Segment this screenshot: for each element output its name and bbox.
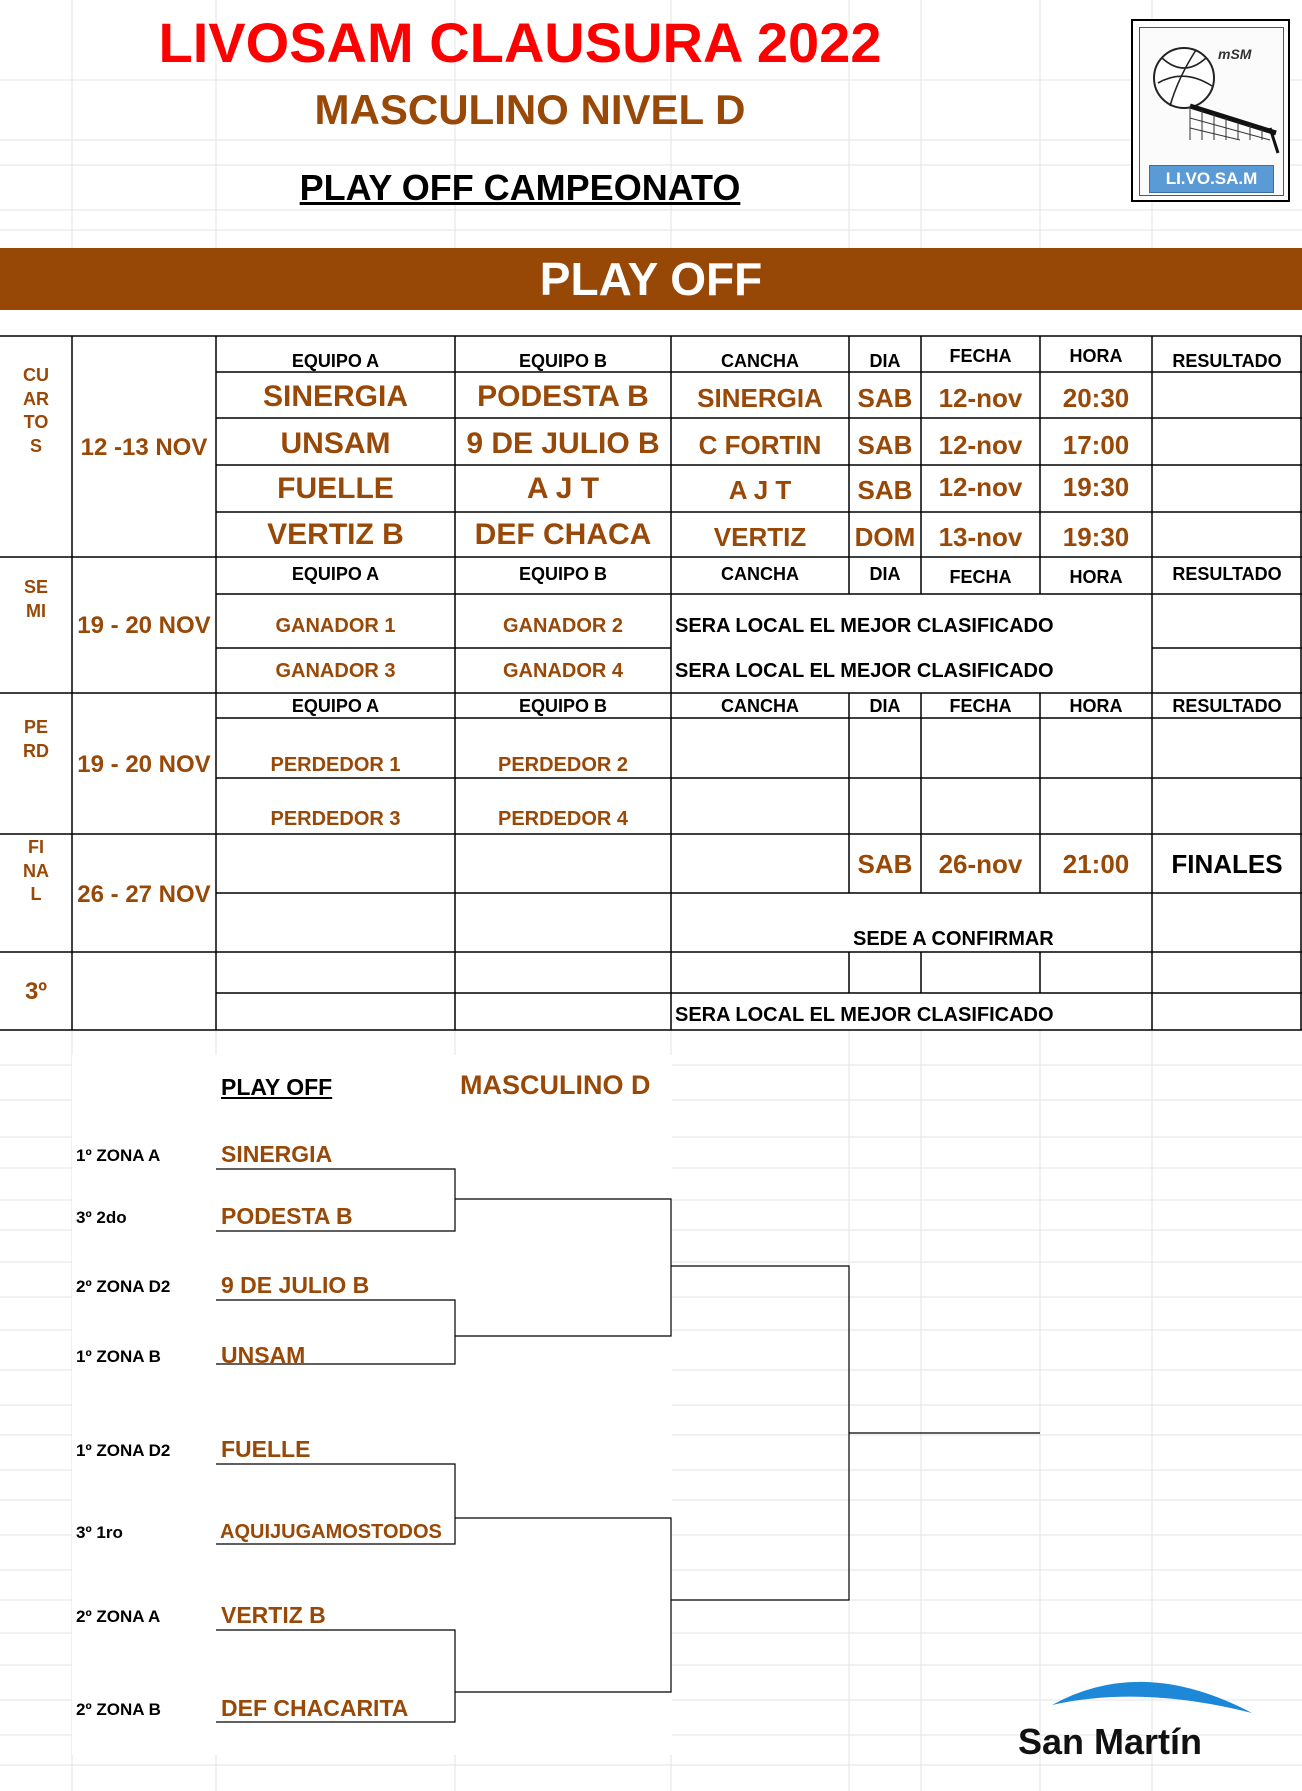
bracket-pos-4: 1º ZONA B (76, 1347, 161, 1366)
perd-1-equipo-a: PERDEDOR 1 (270, 754, 401, 776)
cuartos-3-hora: 19:30 (1062, 472, 1130, 502)
cuartos-4-dia: DOM (854, 522, 916, 552)
cuartos-4-cancha: VERTIZ (713, 522, 807, 552)
logo-text: mSM (1218, 46, 1252, 62)
cuartos-2-hora: 17:00 (1062, 430, 1130, 460)
cuartos-4-fecha: 13-nov (938, 522, 1023, 552)
bracket-team-4: UNSAM (221, 1342, 306, 1368)
perd-col-cancha: CANCHA (721, 696, 799, 716)
final-label: FINAL (23, 837, 49, 904)
bracket-pos-8: 2º ZONA B (76, 1700, 161, 1719)
livosam-logo (1131, 19, 1290, 202)
perd-dates: 19 - 20 NOV (77, 751, 211, 778)
perd-1-equipo-b: PERDEDOR 2 (497, 754, 629, 776)
cuartos-3-fecha: 12-nov (938, 472, 1023, 502)
cuartos-4-equipo-a: VERTIZ B (267, 518, 404, 551)
tercero-note: SERA LOCAL EL MEJOR CLASIFICADO (675, 1004, 1054, 1026)
cuartos-3-equipo-b: A J T (526, 472, 600, 505)
playoff-banner: PLAY OFF (0, 248, 1302, 310)
bracket-category: MASCULINO D (460, 1070, 651, 1100)
cuartos-3-dia: SAB (857, 475, 913, 505)
cuartos-2-cancha: C FORTIN (698, 430, 822, 460)
sponsor-name: San Martín (1018, 1721, 1203, 1762)
semi-col-hora: HORA (1069, 567, 1123, 587)
san-martin-logo (1012, 1665, 1296, 1775)
semi-2-equipo-a: GANADOR 3 (275, 660, 396, 682)
page-subtitle: MASCULINO NIVEL D (314, 86, 746, 133)
perd-col-hora: HORA (1069, 696, 1123, 716)
semi-col-resultado: RESULTADO (1172, 564, 1282, 584)
cuartos-1-hora: 20:30 (1062, 383, 1130, 413)
perd-col-fecha: FECHA (949, 696, 1012, 716)
col-fecha: FECHA (949, 346, 1012, 366)
semi-1-equipo-b: GANADOR 2 (502, 615, 623, 637)
bracket-pos-1: 1º ZONA A (76, 1146, 161, 1165)
col-equipo-a: EQUIPO A (291, 351, 380, 371)
semi-2-note: SERA LOCAL EL MEJOR CLASIFICADO (675, 660, 1054, 682)
cuartos-3-cancha: A J T (728, 475, 792, 505)
final-hora: 21:00 (1062, 849, 1130, 879)
page-title: LIVOSAM CLAUSURA 2022 (158, 11, 882, 74)
perd-2-equipo-b: PERDEDOR 4 (497, 808, 629, 830)
final-dates: 26 - 27 NOV (77, 881, 211, 908)
semi-col-cancha: CANCHA (721, 564, 799, 584)
semi-col-equipo-b: EQUIPO B (518, 564, 607, 584)
semi-col-dia: DIA (869, 564, 901, 584)
volleyball-net-icon (1140, 28, 1283, 163)
cuartos-2-dia: SAB (857, 430, 913, 460)
bracket-title: PLAY OFF (221, 1074, 333, 1100)
final-sede: SEDE A CONFIRMAR (853, 928, 1054, 950)
tercero-label: 3º (24, 978, 48, 1005)
bracket-pos-3: 2º ZONA D2 (76, 1277, 171, 1296)
semi-col-fecha: FECHA (949, 567, 1012, 587)
semi-label: SEMI (23, 577, 48, 621)
perd-col-equipo-a: EQUIPO A (291, 696, 380, 716)
perd-2-equipo-a: PERDEDOR 3 (270, 808, 401, 830)
semi-dates: 19 - 20 NOV (77, 612, 211, 639)
cuartos-label: CUARTOS (23, 365, 49, 456)
perd-col-equipo-b: EQUIPO B (518, 696, 607, 716)
bracket-team-1: SINERGIA (221, 1141, 333, 1167)
perd-col-dia: DIA (869, 696, 901, 716)
col-hora: HORA (1069, 346, 1123, 366)
col-dia: DIA (869, 351, 901, 371)
logo-label: LI.VO.SA.M (1149, 165, 1274, 193)
cuartos-1-cancha: SINERGIA (697, 383, 823, 413)
col-cancha: CANCHA (721, 351, 799, 371)
semi-1-note: SERA LOCAL EL MEJOR CLASIFICADO (675, 615, 1054, 637)
swoosh-icon (1012, 1665, 1296, 1725)
cuartos-1-dia: SAB (857, 383, 913, 413)
bracket-team-7: VERTIZ B (221, 1602, 326, 1628)
cuartos-dates: 12 -13 NOV (80, 434, 208, 461)
final-resultado: FINALES (1171, 849, 1283, 879)
cuartos-2-equipo-a: UNSAM (280, 427, 391, 460)
bracket-team-5: FUELLE (221, 1436, 311, 1462)
bracket-team-8: DEF CHACARITA (221, 1695, 409, 1721)
cuartos-2-equipo-b: 9 DE JULIO B (466, 427, 660, 460)
cuartos-4-hora: 19:30 (1062, 522, 1130, 552)
cuartos-3-equipo-a: FUELLE (277, 472, 394, 505)
col-equipo-b: EQUIPO B (518, 351, 607, 371)
cuartos-1-equipo-b: PODESTA B (477, 380, 649, 413)
cuartos-1-equipo-a: SINERGIA (262, 380, 409, 413)
semi-1-equipo-a: GANADOR 1 (275, 615, 396, 637)
cuartos-1-fecha: 12-nov (938, 383, 1023, 413)
semi-2-equipo-b: GANADOR 4 (502, 660, 623, 682)
final-dia: SAB (857, 849, 913, 879)
section-title: PLAY OFF CAMPEONATO (299, 167, 741, 208)
col-resultado: RESULTADO (1172, 351, 1282, 371)
bracket-team-6: AQUIJUGAMOSTODOS (220, 1521, 442, 1543)
perd-label: PERD (23, 717, 49, 761)
cuartos-2-fecha: 12-nov (938, 430, 1023, 460)
bracket-pos-2: 3º 2do (76, 1208, 127, 1227)
bracket-pos-5: 1º ZONA D2 (76, 1441, 171, 1460)
final-fecha: 26-nov (938, 849, 1023, 879)
bracket-team-2: PODESTA B (221, 1203, 353, 1229)
cuartos-4-equipo-b: DEF CHACA (474, 518, 652, 551)
semi-col-equipo-a: EQUIPO A (291, 564, 380, 584)
bracket-pos-6: 3º 1ro (76, 1523, 123, 1542)
bracket-pos-7: 2º ZONA A (76, 1607, 161, 1626)
bracket-team-3: 9 DE JULIO B (221, 1272, 370, 1298)
perd-col-resultado: RESULTADO (1172, 696, 1282, 716)
